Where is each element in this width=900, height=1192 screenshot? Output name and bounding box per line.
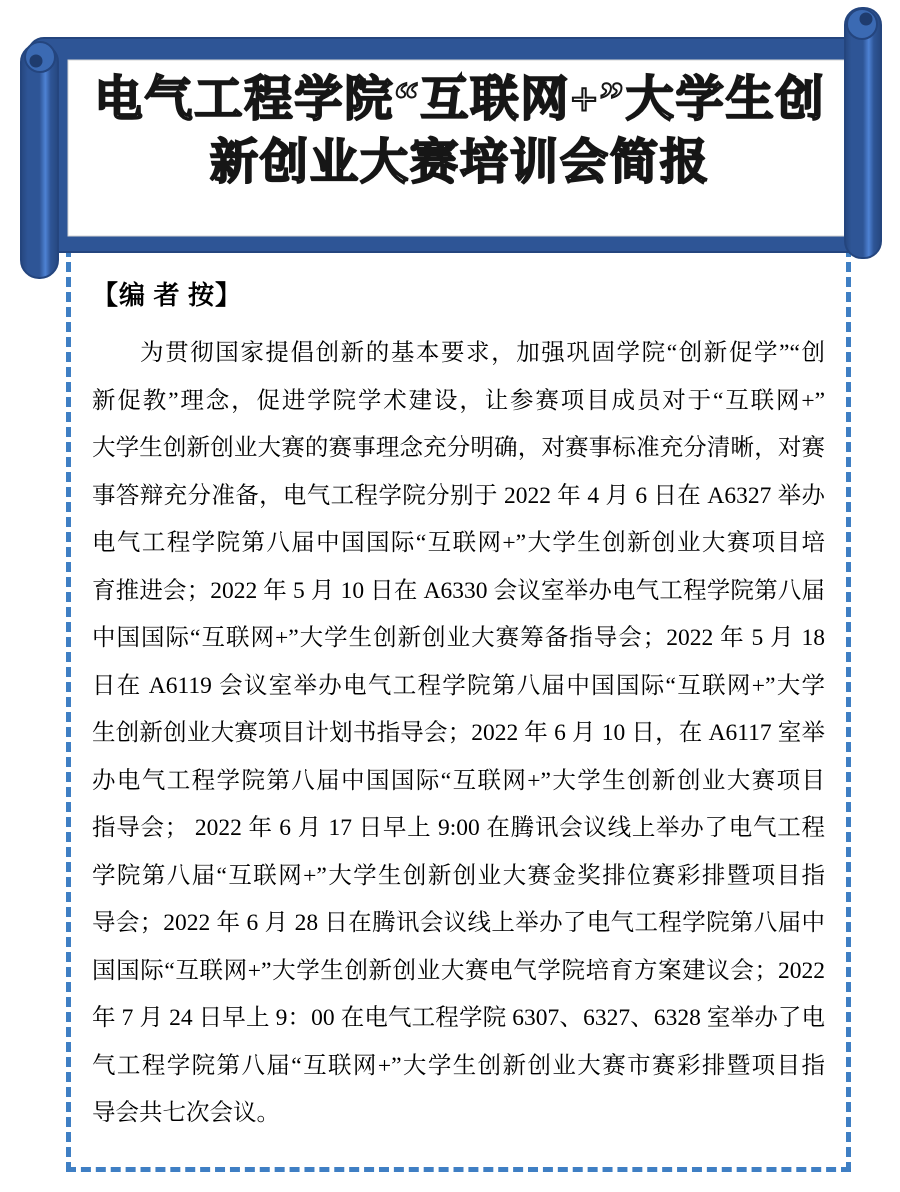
- paragraph-line: 日在 A6119 会议室举办电气工程学院第八届中国国际“互联网+”大学: [92, 672, 825, 699]
- scroll-left-curl-center: [30, 55, 43, 68]
- paragraph-line: 导会；2022 年 6 月 28 日在腾讯会议线上举办了电气工程学院第八届中: [92, 910, 825, 936]
- paragraph-line: 年 7 月 24 日早上 9：00 在电气工程学院 6307、6327、6328 室举办了电: [92, 1005, 825, 1031]
- scroll-banner: [0, 0, 900, 292]
- editor-note-label: 【编 者 按】: [92, 281, 243, 310]
- paragraph-line: 指导会； 2022 年 6 月 17 日早上 9:00 在腾讯会议线上举办了电气工程: [92, 815, 825, 841]
- paragraph-line: 国国际“互联网+”大学生创新创业大赛电气学院培育方案建议会；2022: [92, 957, 825, 984]
- scroll-right-curl-center: [860, 13, 873, 26]
- paragraph-line: 大学生创新创业大赛的赛事理念充分明确，对赛事标准充分清晰，对赛: [92, 435, 825, 461]
- paragraph-line: 为贯彻国家提倡创新的基本要求，加强巩固学院“创新促学”“创: [140, 340, 825, 366]
- editor-note-paragraph: [92, 330, 825, 1138]
- paragraph-line: 生创新创业大赛项目计划书指导会；2022 年 6 月 10 日，在 A6117 室举: [92, 720, 825, 746]
- paragraph-line: 新促教”理念，促进学院学术建设，让参赛项目成员对于“互联网+”: [92, 387, 825, 414]
- editor-note-panel: [66, 247, 851, 1172]
- document-title-line1: 电气工程学院“互联网+”大学生创: [94, 73, 826, 126]
- paragraph-line: 气工程学院第八届“互联网+”大学生创新创业大赛市赛彩排暨项目指: [92, 1052, 825, 1079]
- paragraph-line: 中国国际“互联网+”大学生创新创业大赛筹备指导会；2022 年 5 月 18: [92, 625, 825, 651]
- paragraph-line: 育推进会；2022 年 5 月 10 日在 A6330 会议室举办电气工程学院第八届: [92, 577, 825, 604]
- paragraph-line: 事答辩充分准备，电气工程学院分别于 2022 年 4 月 6 日在 A6327 举办: [92, 482, 825, 509]
- document-title: [68, 62, 852, 194]
- paragraph-line: 电气工程学院第八届中国国际“互联网+”大学生创新创业大赛项目培: [92, 530, 825, 556]
- scroll-left-roll: [21, 44, 58, 278]
- document-title-line2: 新创业大赛培训会简报: [209, 136, 710, 189]
- paragraph-line: 办电气工程学院第八届中国国际“互联网+”大学生创新创业大赛项目: [92, 767, 825, 794]
- paragraph-line: 导会共七次会议。: [92, 1100, 280, 1126]
- paragraph-line: 学院第八届“互联网+”大学生创新创业大赛金奖排位赛彩排暨项目指: [92, 862, 825, 889]
